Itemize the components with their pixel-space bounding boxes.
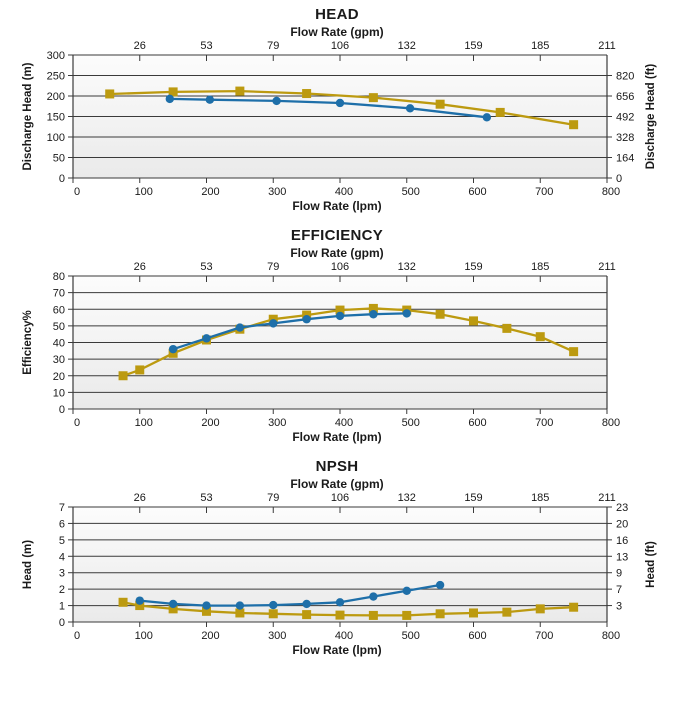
top-axis-tick-label: 106 [330, 40, 350, 52]
data-point-square [105, 89, 114, 98]
data-point-circle [369, 310, 377, 318]
data-point-circle [236, 323, 244, 331]
bottom-axis-tick-label: 600 [468, 417, 487, 429]
chart-title-head: HEAD [315, 6, 359, 23]
bottom-axis-tick-label: 500 [401, 417, 420, 429]
left-axis-tick-label: 80 [52, 271, 65, 283]
bottom-axis-tick-label: 0 [73, 186, 81, 198]
left-axis-title: Efficiency% [22, 310, 34, 375]
right-axis-tick-label: 3 [616, 600, 623, 613]
left-axis-tick-label: 0 [58, 617, 65, 629]
left-axis-tick-label: 40 [52, 337, 65, 350]
top-axis-tick-label: 185 [531, 261, 550, 273]
chart-title-efficiency: EFFICIENCY [290, 227, 384, 244]
top-axis-tick-label: 185 [531, 492, 550, 504]
bottom-axis-tick-label: 800 [601, 417, 621, 429]
bottom-axis-tick-label: 600 [468, 186, 487, 198]
right-axis-tick-label: 16 [616, 534, 629, 547]
data-point-square [269, 609, 278, 618]
right-axis-tick-label: 328 [616, 132, 635, 144]
bottom-axis-tick-label: 200 [201, 630, 220, 642]
data-point-square [436, 310, 445, 319]
data-point-circle [403, 309, 411, 317]
data-point-square [235, 87, 244, 96]
data-point-square [119, 371, 128, 380]
bottom-axis-tick-label: 800 [601, 630, 621, 642]
top-axis-tick-label: 132 [397, 492, 416, 504]
data-point-square [502, 324, 511, 333]
left-axis-tick-label: 20 [52, 370, 65, 383]
bottom-axis-tick-label: 500 [401, 630, 420, 642]
bottom-axis-tick-label: 0 [73, 630, 81, 642]
efficiency-chart-plot [0, 260, 674, 430]
data-point-square [536, 332, 545, 341]
data-point-circle [206, 95, 214, 103]
chart-title-npsh: NPSH [315, 458, 359, 475]
bottom-axis-tick-label: 700 [535, 186, 554, 198]
bottom-axis-tick-label: 600 [468, 630, 487, 642]
bottom-axis-tick-label: 700 [535, 417, 554, 429]
data-point-circle [483, 113, 491, 121]
right-axis-tick-label: 13 [616, 551, 629, 564]
data-point-square [469, 608, 478, 617]
top-axis-label-head: Flow Rate (gpm) [290, 25, 384, 39]
left-axis-title: Discharge Head (m) [22, 62, 34, 171]
bottom-axis-label-head: Flow Rate (lpm) [292, 199, 382, 213]
data-point-circle [166, 95, 174, 103]
left-axis-tick-label: 300 [46, 50, 65, 62]
data-point-square [569, 120, 578, 129]
right-axis-tick-label: 164 [616, 152, 635, 165]
bottom-axis-tick-label: 300 [268, 417, 287, 429]
data-point-square [502, 608, 511, 617]
left-axis-tick-label: 100 [46, 132, 65, 144]
bottom-axis-label-efficiency: Flow Rate (lpm) [292, 430, 382, 444]
top-axis-tick-label: 53 [200, 261, 213, 273]
data-point-circle [169, 600, 177, 608]
top-axis-tick-label: 211 [598, 40, 616, 52]
bottom-axis-tick-label: 300 [268, 186, 287, 198]
left-axis-tick-label: 200 [46, 91, 65, 103]
top-axis-tick-label: 211 [598, 261, 616, 273]
data-point-square [119, 598, 128, 607]
right-axis-title: Head (ft) [645, 541, 657, 588]
right-axis-tick-label: 9 [616, 567, 623, 580]
data-point-square [536, 604, 545, 613]
data-point-circle [336, 598, 344, 606]
data-point-circle [272, 97, 280, 105]
left-axis-tick-label: 50 [52, 152, 65, 165]
left-axis-tick-label: 250 [46, 70, 65, 83]
data-point-circle [302, 600, 310, 608]
data-point-square [469, 316, 478, 325]
data-point-circle [202, 601, 210, 609]
bottom-axis-ticks [73, 409, 620, 429]
top-axis-tick-label: 79 [267, 40, 280, 52]
data-point-square [302, 89, 311, 98]
left-axis-tick-label: 50 [52, 320, 65, 333]
top-axis-tick-label: 132 [397, 261, 416, 273]
bottom-axis-ticks [73, 622, 620, 642]
bottom-axis-tick-label: 300 [268, 630, 287, 642]
left-axis-tick-label: 1 [58, 600, 65, 613]
bottom-axis-tick-label: 800 [601, 186, 621, 198]
right-axis-ticks [607, 502, 628, 613]
chart-section-efficiency [0, 227, 674, 444]
top-axis-tick-label: 26 [133, 261, 146, 273]
bottom-axis-tick-label: 100 [134, 186, 153, 198]
data-point-circle [169, 345, 177, 353]
data-point-circle [336, 312, 344, 320]
data-point-circle [403, 587, 411, 595]
right-axis-tick-label: 23 [616, 502, 629, 514]
top-axis-tick-label: 159 [464, 492, 483, 504]
left-axis-tick-label: 4 [58, 551, 65, 564]
data-point-square [235, 608, 244, 617]
left-axis-tick-label: 30 [52, 354, 65, 367]
data-point-circle [369, 592, 377, 600]
chart-section-head [0, 6, 674, 213]
left-axis-tick-label: 0 [58, 173, 65, 185]
right-axis-tick-label: 0 [616, 173, 623, 185]
bottom-axis-tick-label: 400 [334, 417, 354, 429]
left-axis-tick-label: 3 [58, 567, 65, 580]
right-axis-tick-label: 820 [616, 70, 635, 83]
data-point-square [569, 347, 578, 356]
left-axis-tick-label: 10 [52, 387, 65, 400]
data-point-square [302, 610, 311, 619]
data-point-circle [406, 104, 414, 112]
top-axis-tick-label: 159 [464, 40, 483, 52]
right-axis-tick-label: 492 [616, 111, 635, 124]
top-axis-tick-label: 159 [464, 261, 483, 273]
left-axis-tick-label: 60 [52, 304, 65, 317]
data-point-circle [336, 99, 344, 107]
data-point-circle [136, 596, 144, 604]
bottom-axis-tick-label: 400 [334, 630, 354, 642]
bottom-axis-tick-label: 700 [535, 630, 554, 642]
data-point-circle [436, 581, 444, 589]
top-axis-tick-label: 106 [330, 492, 350, 504]
data-point-square [369, 611, 378, 620]
right-axis-tick-label: 656 [616, 91, 635, 103]
top-axis-label-efficiency: Flow Rate (gpm) [290, 246, 384, 260]
bottom-axis-tick-label: 500 [401, 186, 420, 198]
left-axis-title: Head (m) [22, 539, 34, 590]
top-axis-tick-label: 106 [330, 261, 350, 273]
data-point-square [496, 108, 505, 117]
top-axis-tick-label: 26 [133, 492, 146, 504]
bottom-axis-tick-label: 100 [134, 630, 153, 642]
data-point-square [369, 93, 378, 102]
right-axis-tick-label: 20 [616, 518, 629, 531]
left-axis-tick-label: 5 [58, 534, 65, 547]
head-chart-plot [0, 39, 674, 199]
top-axis-tick-label: 53 [200, 40, 213, 52]
bottom-axis-tick-label: 200 [201, 417, 220, 429]
right-axis-title: Discharge Head (ft) [645, 63, 657, 170]
npsh-chart-plot [0, 491, 674, 643]
top-axis-tick-label: 79 [267, 261, 280, 273]
top-axis-tick-label: 53 [200, 492, 213, 504]
top-axis-tick-label: 211 [598, 492, 616, 504]
bottom-axis-tick-label: 400 [334, 186, 354, 198]
data-point-circle [302, 315, 310, 323]
right-axis-ticks [607, 71, 634, 186]
top-axis-tick-label: 132 [397, 40, 416, 52]
data-point-square [569, 603, 578, 612]
left-axis-tick-label: 0 [58, 404, 65, 416]
bottom-axis-tick-label: 200 [201, 186, 220, 198]
left-axis-tick-label: 2 [58, 584, 65, 597]
top-axis-tick-label: 79 [267, 492, 280, 504]
data-point-square [402, 611, 411, 620]
data-point-circle [202, 334, 210, 342]
left-axis-tick-label: 150 [46, 111, 65, 124]
left-axis-tick-label: 7 [58, 502, 65, 514]
left-axis-tick-label: 70 [52, 287, 65, 300]
bottom-axis-ticks [73, 178, 620, 198]
data-point-circle [269, 601, 277, 609]
data-point-square [436, 100, 445, 109]
bottom-axis-tick-label: 100 [134, 417, 153, 429]
bottom-axis-tick-label: 0 [73, 417, 81, 429]
chart-section-npsh [0, 458, 674, 657]
bottom-axis-label-npsh: Flow Rate (lpm) [292, 643, 382, 657]
data-point-square [135, 365, 144, 374]
data-point-square [336, 611, 345, 620]
data-point-square [436, 609, 445, 618]
top-axis-tick-label: 185 [531, 40, 550, 52]
data-point-circle [269, 319, 277, 327]
top-axis-label-npsh: Flow Rate (gpm) [290, 477, 384, 491]
data-point-circle [236, 601, 244, 609]
right-axis-tick-label: 7 [616, 584, 623, 597]
left-axis-tick-label: 6 [58, 518, 65, 531]
top-axis-tick-label: 26 [133, 40, 146, 52]
